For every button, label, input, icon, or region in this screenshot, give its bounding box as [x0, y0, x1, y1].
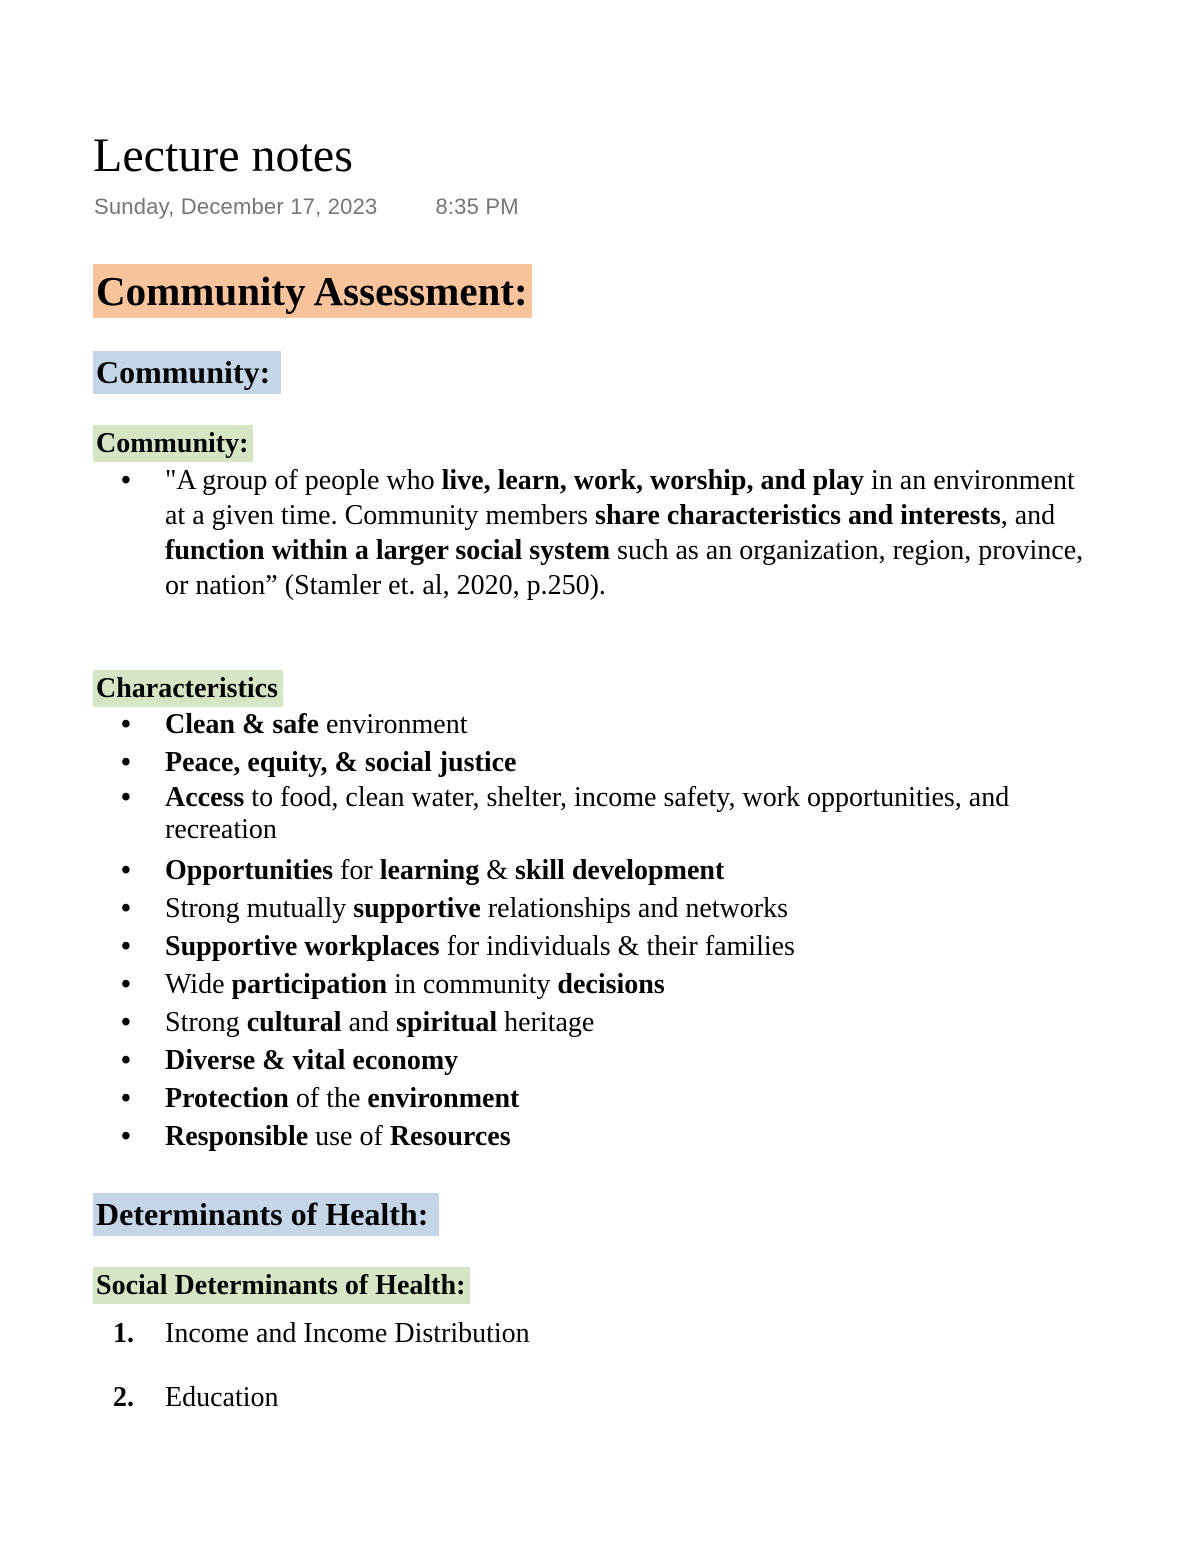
definition-text-1: "A group of people who	[165, 465, 442, 496]
item-text: environment	[318, 709, 468, 740]
item-bold: Protection	[165, 1083, 289, 1114]
bullet-icon: •	[121, 969, 131, 1000]
item-text: Strong mutually	[165, 893, 354, 924]
item-bold: Clean & safe	[165, 709, 319, 740]
definition-bold-3: function within a larger social system	[165, 535, 611, 566]
item-text: in community	[387, 969, 558, 1000]
item-text: Wide	[165, 969, 232, 1000]
item-bold: Peace, equity, & social justice	[165, 747, 517, 778]
list-item	[113, 1366, 533, 1430]
item-bold: decisions	[557, 969, 665, 1000]
list-item	[113, 1080, 1095, 1118]
item-text: &	[479, 855, 516, 886]
list-item	[113, 1118, 1095, 1156]
bullet-icon: •	[121, 465, 131, 496]
page-title: Lecture notes	[93, 129, 353, 182]
definition-bold-2: share characteristics and interests	[595, 500, 1001, 531]
community-definition-list	[113, 463, 1095, 603]
bullet-icon: •	[121, 931, 131, 962]
bullet-icon: •	[121, 1121, 131, 1152]
list-item-label: Income and Income Distribution	[165, 1318, 530, 1349]
bullet-icon: •	[121, 855, 131, 886]
item-text: use of	[308, 1121, 390, 1152]
heading-community-assessment: Community Assessment:	[93, 264, 532, 318]
list-item	[113, 852, 1095, 890]
list-item	[113, 744, 1095, 782]
definition-text-4: such as an organization, region, province, or nation” (Stamler et. al, 2020, p.250).	[165, 535, 1084, 601]
item-text: Strong	[165, 1007, 247, 1038]
item-bold: Access	[165, 782, 245, 813]
list-item	[113, 890, 1095, 928]
list-item	[113, 966, 1095, 1004]
item-text: relationships and networks	[480, 893, 788, 924]
bullet-icon: •	[121, 1083, 131, 1114]
item-bold: Opportunities	[165, 855, 334, 886]
definition-bold-1: live, learn, work, worship, and play	[441, 465, 864, 496]
subheading-community: Community:	[93, 425, 253, 462]
item-bold: cultural	[246, 1007, 342, 1038]
bullet-icon: •	[121, 747, 131, 778]
subheading-social-determinants: Social Determinants of Health:	[93, 1267, 470, 1304]
bullet-icon: •	[121, 1007, 131, 1038]
bullet-icon: •	[121, 709, 131, 740]
subheading-characteristics: Characteristics	[93, 670, 283, 707]
list-item-label: Education	[165, 1382, 279, 1413]
item-bold: participation	[231, 969, 388, 1000]
heading-community: Community:	[93, 351, 281, 394]
list-item	[113, 1302, 533, 1366]
item-bold: Supportive workplaces	[165, 931, 440, 962]
item-bold: environment	[367, 1083, 520, 1114]
page-crop-mask	[0, 1433, 1200, 1553]
item-bold: skill development	[515, 855, 725, 886]
item-bold: supportive	[353, 893, 481, 924]
bullet-icon: •	[121, 782, 131, 813]
item-text: to food, clean water, shelter, income safety, work opportunities, and recreation	[165, 782, 1010, 845]
bullet-icon: •	[121, 1045, 131, 1076]
list-item	[113, 1004, 1095, 1042]
page-time: 8:35 PM	[435, 194, 519, 219]
item-bold: Diverse & vital economy	[165, 1045, 459, 1076]
item-text: heritage	[497, 1007, 595, 1038]
list-item	[113, 782, 1095, 852]
item-text: and	[341, 1007, 397, 1038]
list-item	[113, 928, 1095, 966]
heading-determinants-of-health: Determinants of Health:	[93, 1193, 439, 1236]
bullet-icon: •	[121, 893, 131, 924]
item-text: of the	[288, 1083, 368, 1114]
item-bold: spiritual	[396, 1007, 498, 1038]
item-text: for individuals & their families	[439, 931, 795, 962]
item-bold: learning	[379, 855, 480, 886]
item-text: for	[333, 855, 380, 886]
item-bold: Resources	[389, 1121, 511, 1152]
page-timestamp	[94, 193, 519, 221]
item-bold: Responsible	[165, 1121, 309, 1152]
list-item	[113, 706, 1095, 744]
list-number: 1.	[113, 1318, 134, 1349]
definition-text-2: in an environment at a given time. Community members	[165, 465, 1075, 531]
list-number: 2.	[113, 1382, 134, 1413]
page-date: Sunday, December 17, 2023	[94, 194, 378, 219]
community-definition	[113, 463, 1095, 603]
list-item	[113, 1042, 1095, 1080]
characteristics-list	[113, 706, 1095, 1156]
definition-text-3: , and	[1000, 500, 1056, 531]
